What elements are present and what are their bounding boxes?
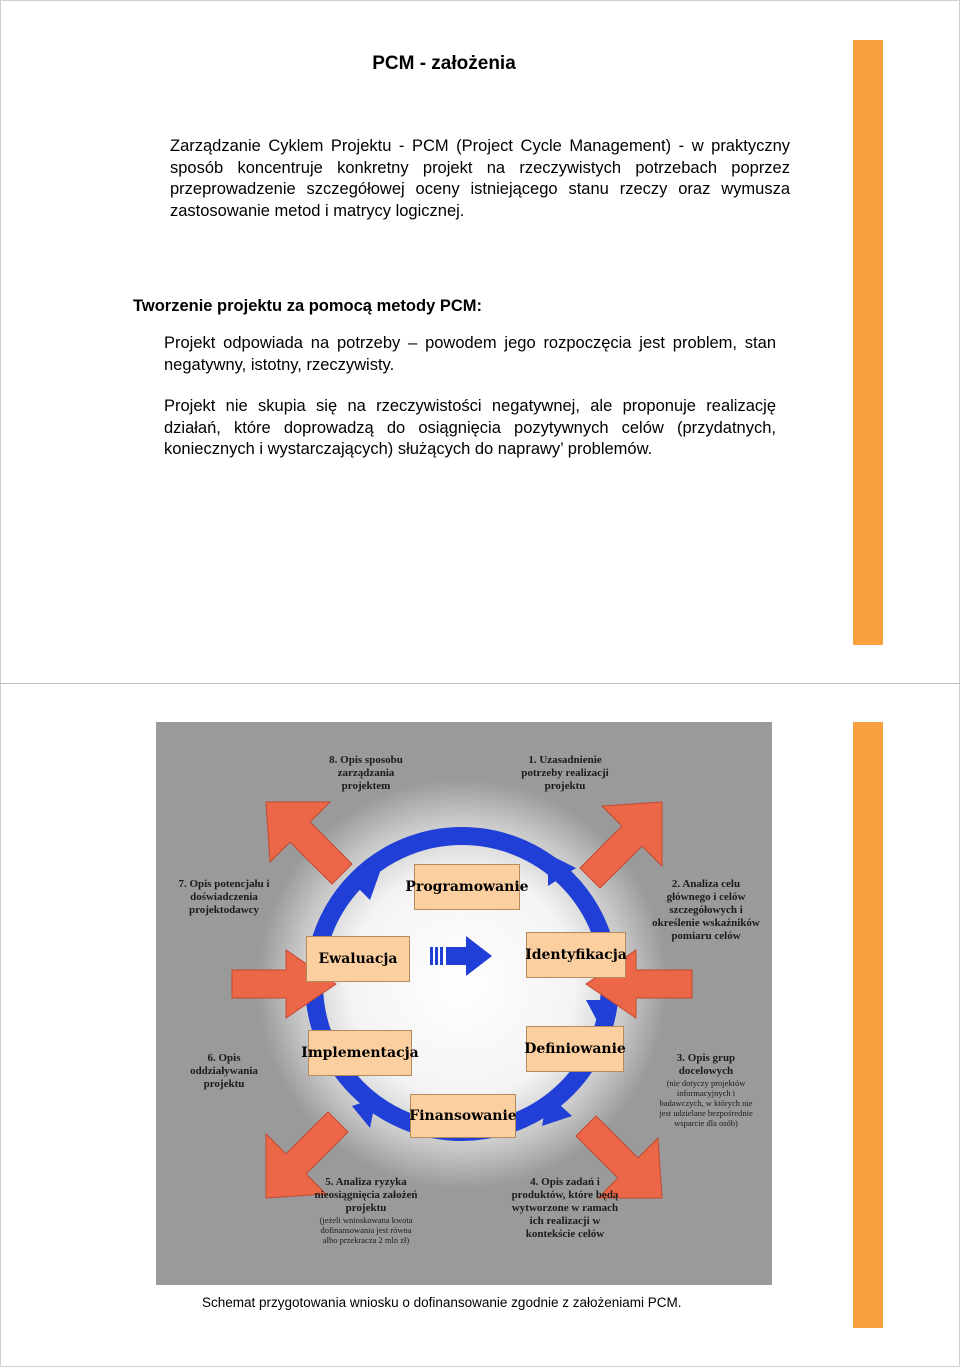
diagram-caption: Schemat przygotowania wniosku o dofinansowanie zgodnie z założeniami PCM. <box>202 1295 682 1310</box>
step-note-5-detail: (jeżeli wnioskowana kwota dofinansowania jest równa albo przekracza 2 mln zł) <box>319 1215 413 1245</box>
step-note-5 <box>314 1176 418 1245</box>
paragraph-goals: Projekt nie skupia się na rzeczywistości negatywnej, ale proponuje realizację działań, które doprowadzą do osiągnięcia pozytywnych celów (przydatnych, koniecznych i wystarczających) służących do naprawy’ problemów. <box>164 397 776 458</box>
step-note-3-detail: (nie dotyczy projektów informacyjnych i badawczych, w których nie jest udzielane bezpośrednie wsparcie dla osób) <box>659 1078 753 1128</box>
step-note-2: 2. Analiza celu głównego i celów szczegółowych i określenie wskaźników pomiaru celów <box>652 878 760 942</box>
phase-box-implementacja: Implementacja <box>308 1030 412 1076</box>
step-note-1: 1. Uzasadnienie potrzeby realizacji projektu <box>521 754 609 792</box>
phase-box-ewaluacja: Ewaluacja <box>306 936 410 982</box>
phase-box-programowanie: Programowanie <box>414 864 520 910</box>
orange-side-bar-top <box>853 40 883 645</box>
step-note-3-title: 3. Opis grup docelowych <box>676 1052 736 1077</box>
center-arrow-stripe-2 <box>435 947 438 965</box>
phase-box-identyfikacja: Identyfikacja <box>526 932 626 978</box>
step-note-4: 4. Opis zadań i produktów, które będą wytworzone w ramach ich realizacji w kontekście celów <box>511 1176 619 1240</box>
slide-title: PCM - założenia <box>372 53 516 74</box>
step-note-6: 6. Opis oddziaływania projektu <box>190 1052 258 1090</box>
phase-box-finansowanie: Finansowanie <box>410 1094 516 1138</box>
intro-paragraph: Zarządzanie Cyklem Projektu - PCM (Project Cycle Management) - w praktyczny sposób koncentruje konkretny projekt na rzeczywistych potrzebach poprzez przeprowadzenie szczegółowej oceny istniejącego stanu rzeczy oraz wymusza zastosowanie metod i matrycy logicznej. <box>170 137 790 220</box>
orange-side-bar-bottom <box>853 722 883 1328</box>
center-arrow-stripe-3 <box>440 947 443 965</box>
phase-box-definiowanie: Definiowanie <box>526 1026 624 1072</box>
center-arrow-stripe-1 <box>430 947 433 965</box>
diagram-graphics <box>156 722 772 1285</box>
section-heading: Tworzenie projektu za pomocą metody PCM: <box>133 297 482 315</box>
slide-divider <box>0 683 960 684</box>
step-note-5-title: 5. Analiza ryzyka nieosiągnięcia założeń projektu <box>314 1176 418 1214</box>
paragraph-need: Projekt odpowiada na potrzeby – powodem jego rozpoczęcia jest problem, stan negatywny, istotny, rzeczywisty. <box>164 334 776 374</box>
pcm-cycle-diagram <box>156 722 772 1285</box>
step-note-8: 8. Opis sposobu zarządzania projektem <box>329 754 403 792</box>
step-note-3 <box>654 1052 758 1128</box>
step-note-7: 7. Opis potencjału i doświadczenia projektodawcy <box>178 878 270 916</box>
